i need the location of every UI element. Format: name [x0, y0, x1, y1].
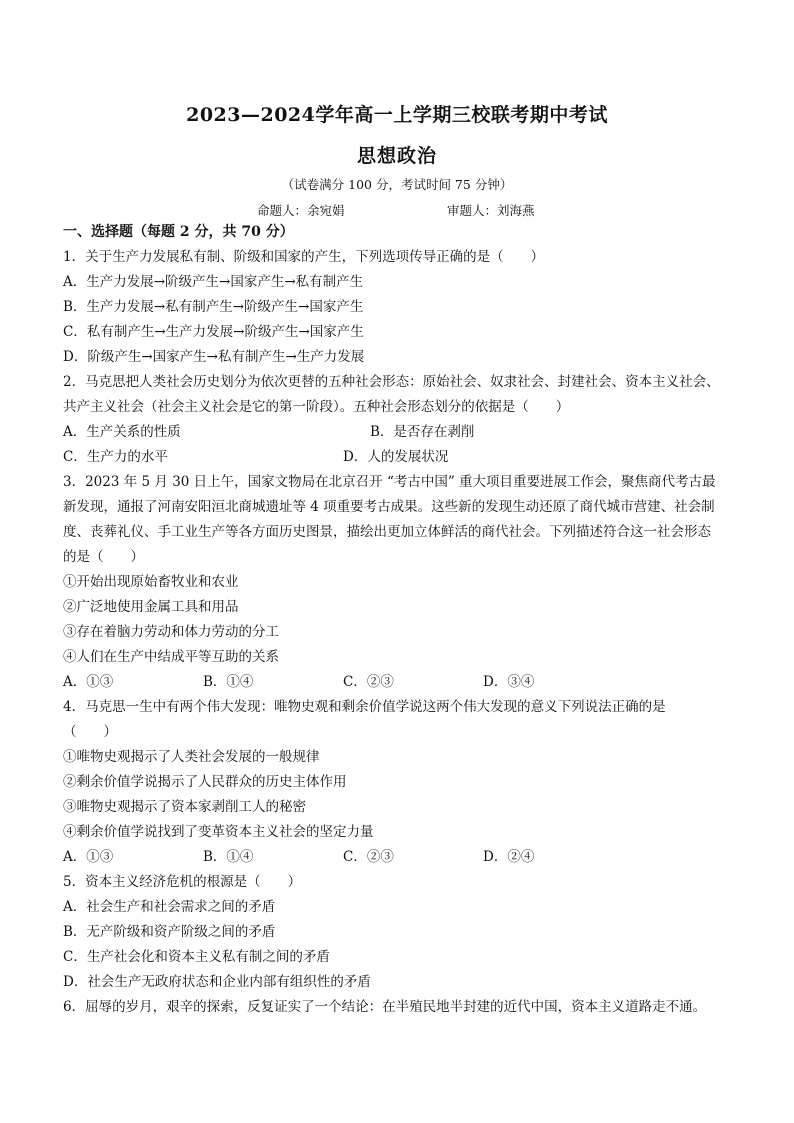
question-stem-cont: 的是（ ） — [63, 549, 144, 565]
section-heading: 一、选择题（每题 2 分，共 70 分） — [63, 224, 294, 240]
question-stem-cont: 度、丧葬礼仪、手工业生产等各方面历史图景，描绘出更加立体鲜活的商代社会。下列描述符合这一社会形态 — [63, 524, 711, 540]
question-stem: 4．马克思一生中有两个伟大发现：唯物史观和剩余价值学说这两个伟大发现的意义下列说法正确的是 — [63, 699, 666, 715]
exam-title: 2023—2024学年高一上学期三校联考期中考试 — [186, 104, 608, 126]
question-1 — [63, 245, 753, 370]
statement-1: ①唯物史观揭示了人类社会发展的一般规律 — [63, 749, 320, 765]
option-a: A．①③ — [63, 849, 114, 865]
option-b: B．是否存在剥削 — [370, 424, 475, 440]
option-c: C．生产力的水平 — [63, 449, 168, 465]
subject-title: 思想政治 — [356, 145, 437, 167]
question-5 — [63, 870, 753, 995]
option-a: A．社会生产和社会需求之间的矛盾 — [63, 899, 276, 915]
option-c: C．私有制产生→生产力发展→阶级产生→国家产生 — [63, 324, 364, 340]
reviewer: 审题人：刘海燕 — [447, 203, 535, 218]
statement-2: ②剩余价值学说揭示了人民群众的历史主体作用 — [63, 774, 347, 790]
question-stem: 1．关于生产力发展私有制、阶级和国家的产生，下列选项传导正确的是（ ） — [63, 249, 545, 265]
question-stem: 2．马克思把人类社会历史划分为依次更替的五种社会形态：原始社会、奴隶社会、封建社会、资本主义社会、 — [63, 374, 720, 390]
option-a: A．①③ — [63, 674, 114, 690]
option-b: B．无产阶级和资产阶级之间的矛盾 — [63, 924, 276, 940]
option-b: B．①④ — [203, 849, 254, 865]
option-c: C．②③ — [343, 674, 394, 690]
option-a: A．生产力发展→阶级产生→国家产生→私有制产生 — [63, 274, 364, 290]
option-c: C．生产社会化和资本主义私有制之间的矛盾 — [63, 949, 330, 965]
statement-1: ①开始出现原始畜牧业和农业 — [63, 574, 239, 590]
question-stem-cont: （ ） — [63, 724, 117, 740]
setter: 命题人：余宛娟 — [257, 203, 345, 218]
options-row — [63, 420, 753, 445]
option-d: D．人的发展状况 — [343, 449, 449, 465]
option-d: D．③④ — [483, 674, 535, 690]
exam-info: （试卷满分 100 分，考试时间 75 分钟） — [281, 177, 513, 192]
option-a: A．生产关系的性质 — [63, 424, 181, 440]
question-6 — [63, 995, 753, 1020]
question-stem: 3．2023 年 5 月 30 日上午，国家文物局在北京召开 “考古中国” 重大项目重要进展工作会，聚焦商代考古最 — [63, 474, 716, 490]
option-b: B．生产力发展→私有制产生→阶级产生→国家产生 — [63, 299, 364, 315]
question-stem: 5．资本主义经济危机的根源是（ ） — [63, 874, 302, 890]
statement-3: ③唯物史观揭示了资本家剥削工人的秘密 — [63, 799, 306, 815]
question-4 — [63, 695, 753, 870]
option-d: D．阶级产生→国家产生→私有制产生→生产力发展 — [63, 349, 365, 365]
options-row — [63, 670, 753, 695]
statement-2: ②广泛地使用金属工具和用品 — [63, 599, 239, 615]
question-stem-cont: 共产主义社会（社会主义社会是它的第一阶段）。五种社会形态划分的依据是（ ） — [63, 399, 570, 415]
option-d: D．②④ — [483, 849, 535, 865]
options-row — [63, 445, 753, 470]
question-stem: 6．屈辱的岁月，艰辛的探索，反复证实了一个结论：在半殖民地半封建的近代中国，资本主义道路走不通。 — [63, 999, 707, 1015]
option-c: C．②③ — [343, 849, 394, 865]
exam-content — [63, 220, 753, 1020]
option-b: B．①④ — [203, 674, 254, 690]
question-2 — [63, 370, 753, 470]
statement-3: ③存在着脑力劳动和体力劳动的分工 — [63, 624, 279, 640]
question-3 — [63, 470, 753, 695]
statement-4: ④人们在生产中结成平等互助的关系 — [63, 649, 279, 665]
question-stem-cont: 新发现，通报了河南安阳洹北商城遗址等 4 项重要考古成果。这些新的发现生动还原了商代城市营建、社会制 — [63, 499, 715, 515]
options-row — [63, 845, 753, 870]
statement-4: ④剩余价值学说找到了变革资本主义社会的坚定力量 — [63, 824, 374, 840]
option-d: D．社会生产无政府状态和企业内部有组织性的矛盾 — [63, 974, 371, 990]
